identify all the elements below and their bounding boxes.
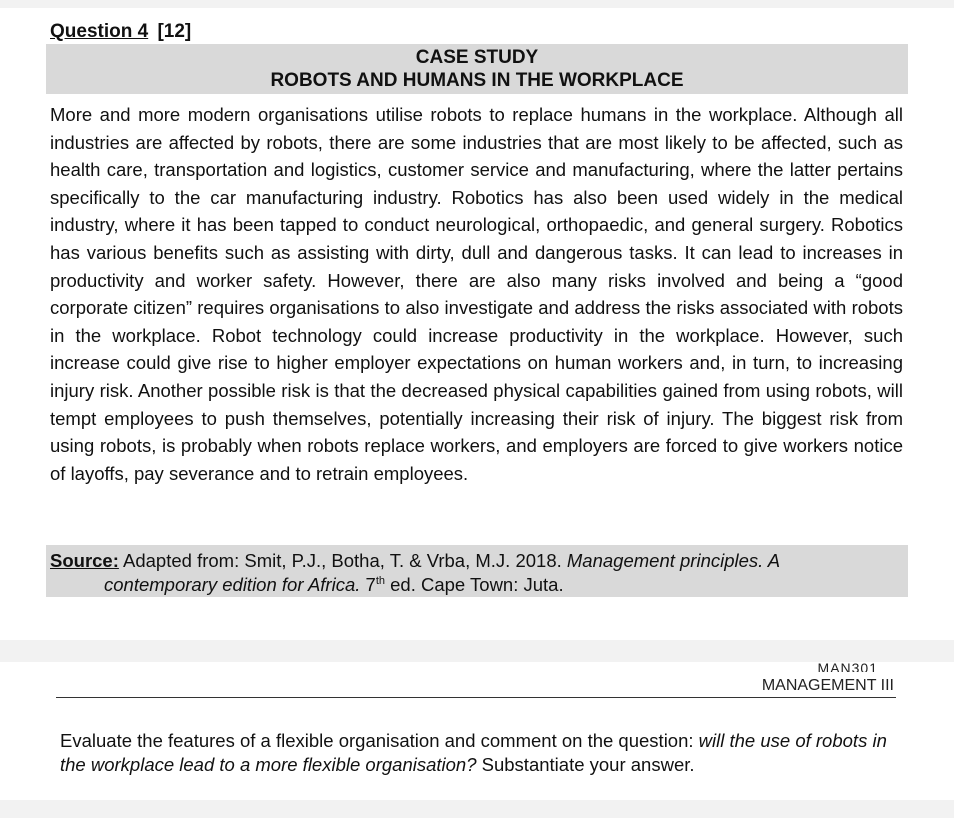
source-label: Source: [50, 550, 119, 571]
question-italic: will the use of robots in the workplace lead to a more flexible organisation? [60, 730, 887, 775]
question-closing: Substantiate your answer. [481, 754, 695, 775]
source-title-part1: Management principles. A [566, 550, 781, 571]
question-intro: Evaluate the features of a flexible organisation and comment on the question: [60, 730, 694, 751]
module-name: MANAGEMENT III [761, 677, 894, 694]
case-study-heading: CASE STUDY [415, 47, 539, 68]
question-text [60, 729, 910, 777]
source-citation [46, 545, 908, 597]
case-study-title: ROBOTS AND HUMANS IN THE WORKPLACE [270, 70, 684, 91]
module-code: MAN301 [817, 662, 878, 672]
source-prefix: Adapted from: Smit, P.J., Botha, T. & Vrba, M.J. 2018. [123, 550, 562, 571]
source-edition-number: 7 [365, 574, 376, 595]
source-title-part2: contemporary edition for Africa. [104, 574, 361, 595]
question-label: Question 4 [50, 21, 149, 42]
case-study-header [46, 44, 908, 94]
case-study-page [0, 8, 954, 640]
source-publisher: ed. Cape Town: Juta. [390, 574, 564, 595]
case-study-body: More and more modern organisations utilise robots to replace humans in the workplace. Although all industries are affected by robots, there are some industries that are most likely to be affected, such as health care, transportation and logistics, customer service and manufacturing, where the latter pertains specifically to the car manufacturing industry. Robotics has also been used widely in the medical industry, where it has been tapped to conduct neurological, orthopaedic, and general surgery. Robotics has various benefits such as assisting with dirty, dull and dangerous tasks. It can lead to increases in productivity and worker safety. However, there are also many risks involved and being a “good corporate citizen” requires organisations to also investigate and address the risks associated with robots in the workplace. Robot technology could increase productivity in the workplace. However, such increase could give rise to higher employer expectations on human workers and, in turn, to increasing injury risk. Another possible risk is that the decreased physical capabilities gained from using robots, will tempt employees to push themselves, potentially increasing their risk of injury. The biggest risk from using robots, is probably when robots replace workers, and employers are forced to give workers notice of layoffs, pay severance and to retrain employees. [50, 104, 903, 484]
header-divider [56, 697, 896, 698]
question-page [0, 662, 954, 800]
source-line-2 [50, 573, 904, 597]
source-line-1 [50, 549, 904, 573]
question-marks: [12] [157, 21, 192, 42]
question-heading [50, 21, 191, 43]
source-edition-suffix: th [375, 574, 385, 587]
